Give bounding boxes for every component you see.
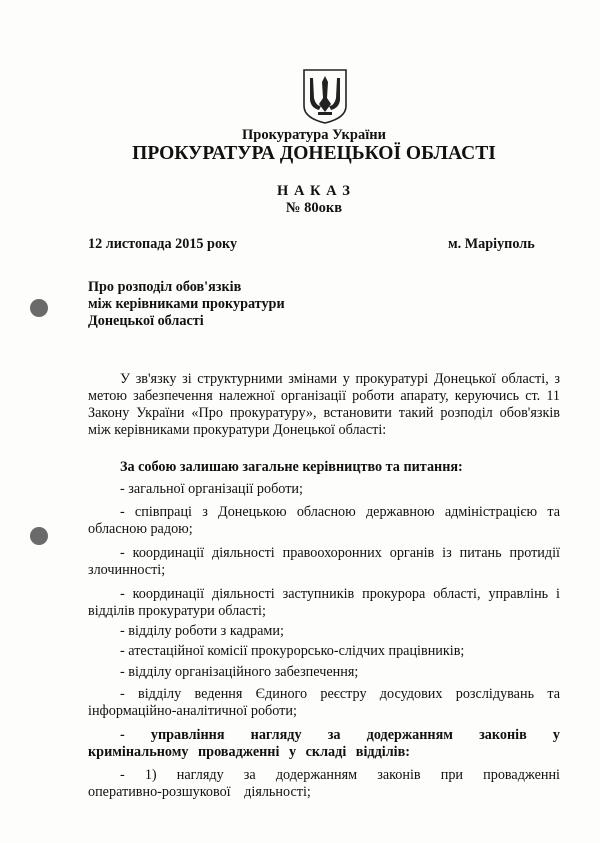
list-item: - співпраці з Донецькою обласною державною адміністрацією та обласною радою; (88, 504, 560, 537)
subject-line-1: Про розподіл обов'язків (88, 279, 242, 295)
list-item: - атестаційної комісії прокурорсько-слідчих працівників; (120, 643, 465, 659)
doc-city: м. Маріуполь (448, 236, 535, 252)
punch-hole-bottom (30, 527, 48, 545)
list-item: - відділу роботи з кадрами; (120, 623, 284, 639)
coat-of-arms-icon (302, 68, 348, 124)
org-small-title: Прокуратура України (242, 127, 386, 143)
bold-list-item: - управління нагляду за додержанням законів у кримінальному провадженні у складі відділів: (88, 727, 560, 760)
list-item: - координації діяльності заступників прокурора області, управлінь і відділів прокуратури області; (88, 586, 560, 619)
org-large-title: ПРОКУРАТУРА ДОНЕЦЬКОЇ ОБЛАСТІ (132, 143, 496, 164)
subject-line-2: між керівниками прокуратури (88, 296, 285, 312)
list-item: - загальної організації роботи; (120, 481, 303, 497)
sub-list-item: - 1) нагляду за додержанням законів при провадженні оперативно-розшукової діяльності; (88, 767, 560, 800)
doc-date: 12 листопада 2015 року (88, 236, 238, 252)
doc-type: Н А К А З (277, 183, 351, 199)
list-item: - відділу ведення Єдиного реєстру досудових розслідувань та інформаційно-аналітичної роботи; (88, 686, 560, 719)
punch-hole-top (30, 299, 48, 317)
intro-paragraph: У зв'язку зі структурними змінами у прокуратурі Донецької області, з метою забезпечення належної організації роботи апарату, керуючись ст. 11 Закону України «Про прокуратуру», встановити такий розподіл обов'язків між керівниками прокуратури Донецької області: (88, 371, 560, 438)
duties-heading: За собою залишаю загальне керівництво та питання: (120, 459, 463, 475)
doc-number: № 80окв (285, 200, 343, 216)
subject-line-3: Донецької області (88, 313, 204, 329)
list-item: - відділу організаційного забезпечення; (120, 664, 359, 680)
list-item: - координації діяльності правоохоронних органів із питань протидії злочинності; (88, 545, 560, 578)
